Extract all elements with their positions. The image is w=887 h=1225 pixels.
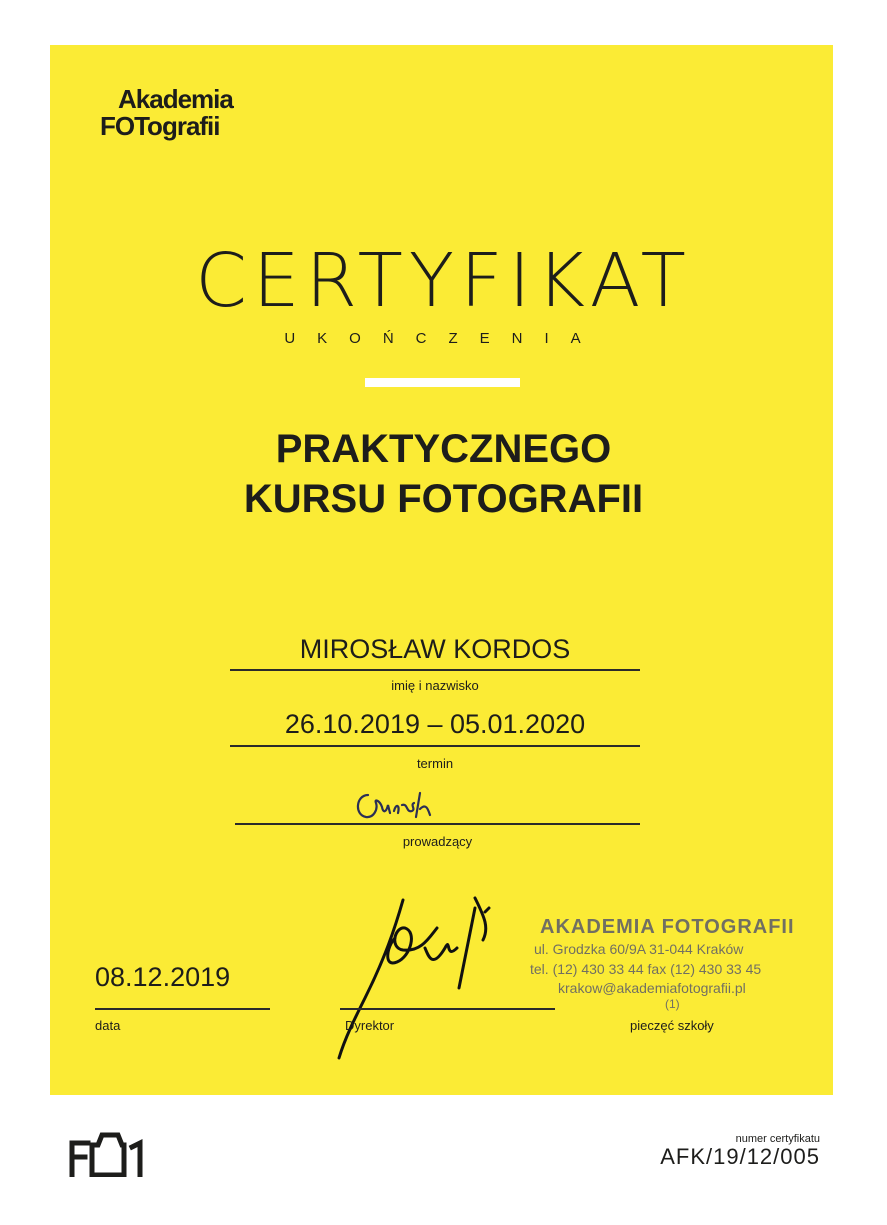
decorative-bar [365, 378, 520, 387]
stamp-label: pieczęć szkoły [630, 1018, 714, 1033]
stamp-email: krakow@akademiafotografii.pl [558, 980, 746, 996]
certificate-title: CERTYFIKAT [195, 238, 692, 324]
issue-date: 08.12.2019 [95, 962, 231, 992]
logo-text-fotografii: FOTografii [100, 111, 220, 141]
course-name [0, 424, 887, 524]
term-label: termin [416, 756, 454, 771]
course-term: 26.10.2019 – 05.01.2020 [284, 709, 586, 739]
instructor-label: prowadzący [402, 834, 473, 849]
director-label: Dyrektor [345, 1018, 395, 1033]
camera-logo-icon [68, 1125, 148, 1177]
stamp-address: ul. Grodzka 60/9A 31-044 Kraków [534, 941, 744, 957]
certificate-number-label: numer certyfikatu [735, 1133, 820, 1145]
name-underline [230, 669, 640, 671]
date-underline [95, 1008, 270, 1010]
director-signature [325, 888, 515, 1068]
certificate-subtitle: UKOŃCZENIA [284, 330, 603, 347]
date-label: data [95, 1018, 121, 1033]
instructor-signature [350, 783, 460, 828]
course-name-line2: KURSU FOTOGRAFII [243, 477, 644, 521]
stamp-number: (1) [665, 997, 680, 1011]
course-name-line1: PRAKTYCZNEGO [275, 427, 612, 471]
logo-text-akademia: Akademia [118, 84, 233, 114]
instructor-underline [235, 823, 640, 825]
recipient-name: MIROSŁAW KORDOS [299, 634, 571, 664]
term-underline [230, 745, 640, 747]
stamp-phone-fax: tel. (12) 430 33 44 fax (12) 430 33 45 [530, 961, 762, 977]
director-underline [340, 1008, 555, 1010]
certificate-number: AFK/19/12/005 [660, 1144, 820, 1169]
name-label: imię i nazwisko [391, 678, 479, 693]
school-stamp [530, 915, 830, 1011]
stamp-school-name: AKADEMIA FOTOGRAFII [540, 916, 795, 938]
